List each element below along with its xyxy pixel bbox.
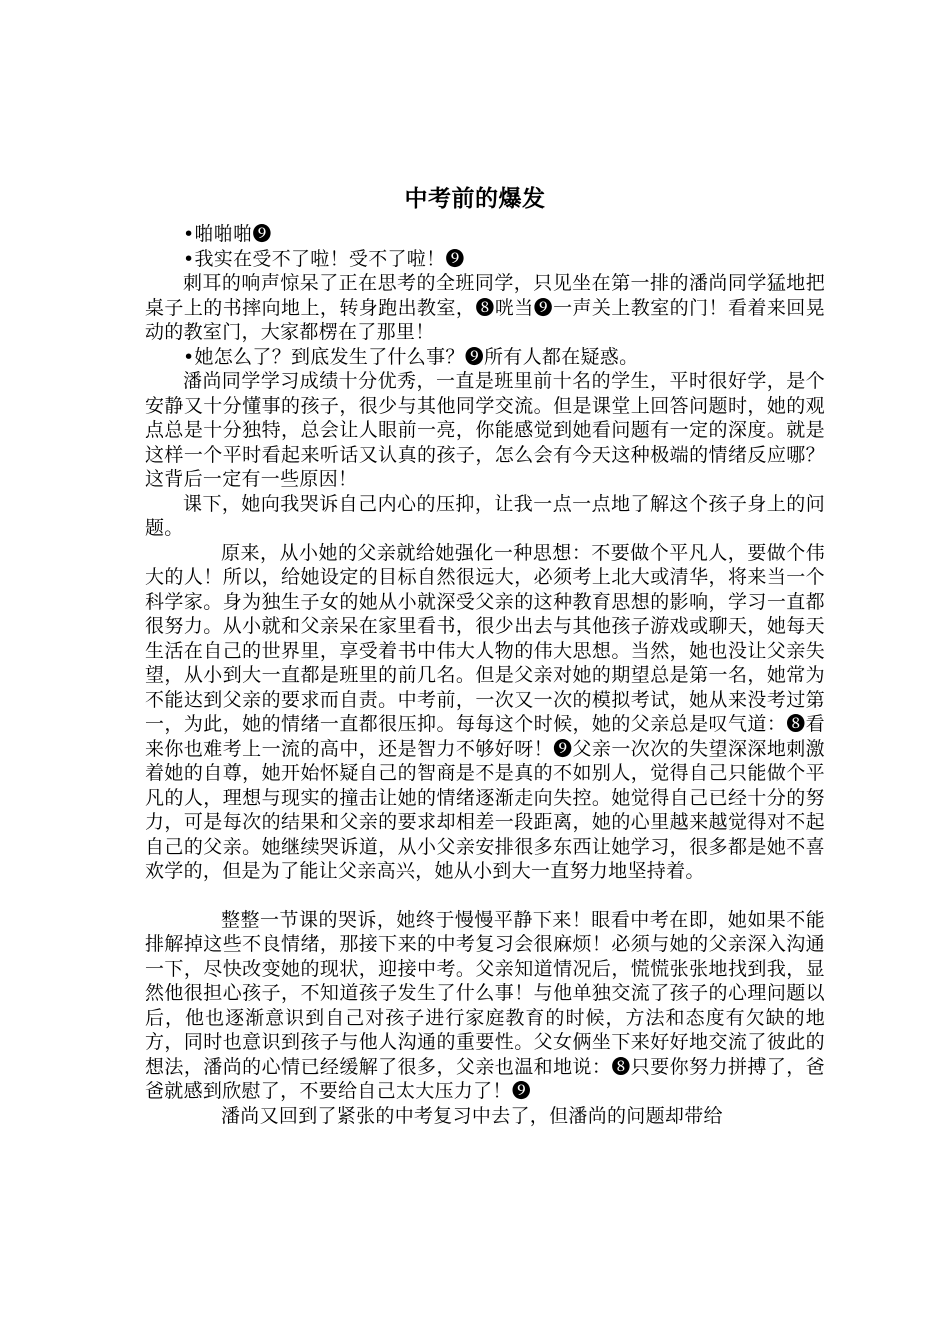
- paragraph: 潘尚又回到了紧张的中考复习中去了，但潘尚的问题却带给: [221, 1104, 723, 1127]
- blank-line: [145, 884, 825, 908]
- paragraph: 刺耳的响声惊呆了正在思考的全班同学，只见坐在第一排的潘尚同学猛地把桌子上的书摔向地上，转身跑出教室，❽咣当❾一声关上教室的门！看着来回晃动的教室门，大家都楞在了那里！: [145, 272, 825, 343]
- paragraph: •她怎么了？到底发生了什么事？❾所有人都在疑惑。: [183, 345, 639, 368]
- document-body: [145, 222, 825, 1128]
- paragraph: 原来，从小她的父亲就给她强化一种思想：不要做个平凡人，要做个伟大的人！所以，给她设定的目标自然很远大，必须考上北大或清华，将来当一个科学家。身为独生子女的她从小就深受父亲的这种教育思想的影响，学习一直都很努力。从小就和父亲呆在家里看书，很少出去与其他孩子游戏或聊天，她每天生活在自己的世界里，享受着书中伟大人物的伟大思想。当然，她也没让父亲失望，从小到大一直都是班里的前几名。但是父亲对她的期望总是第一名，她常为不能达到父亲的要求而自责。中考前，一次又一次的模拟考试，她从来没考过第一，为此，她的情绪一直都很压抑。每每这个时候，她的父亲总是叹气道：❽看来你也难考上一流的高中，还是智力不够好呀！❾父亲一次次的失望深深地刺激着她的自尊，她开始怀疑自己的智商是不是真的不如别人，觉得自己只能做个平凡的人，理想与现实的撞击让她的情绪逐渐走向失控。她觉得自己已经十分的努力，可是每次的结果和父亲的要求却相差一段距离，她的心里越来越觉得对不起自己的父亲。她继续哭诉道，从小父亲安排很多东西让她学习，很多都是她不喜欢学的，但是为了能让父亲高兴，她从小到大一直努力地坚持着。: [145, 541, 825, 882]
- paragraph: 潘尚同学学习成绩十分优秀，一直是班里前十名的学生，平时很好学，是个安静又十分懂事的孩子，很少与其他同学交流。但是课堂上回答问题时，她的观点总是十分独特，总会让人眼前一亮，你能感觉到她看问题有一定的深度。就是这样一个平时看起来听话又认真的孩子，怎么会有今天这种极端的情绪反应哪？这背后一定有一些原因！: [145, 370, 825, 490]
- paragraph: 课下，她向我哭诉自己内心的压抑，让我一点一点地了解这个孩子身上的问题。: [145, 492, 825, 539]
- paragraph: 整整一节课的哭诉，她终于慢慢平静下来！眼看中考在即，她如果不能排解掉这些不良情绪，那接下来的中考复习会很麻烦！必须与她的父亲深入沟通一下，尽快改变她的现状，迎接中考。父亲知道情况后，慌慌张张地找到我，显然他很担心孩子，不知道孩子发生了什么事！与他单独交流了孩子的心理问题以后，他也逐渐意识到自己对孩子进行家庭教育的时候，方法和态度有欠缺的地方，同时也意识到孩子与他人沟通的重要性。父女俩坐下来好好地交流了彼此的想法，潘尚的心情已经缓解了很多，父亲也温和地说：❽只要你努力拼搏了，爸爸就感到欣慰了，不要给自己太大压力了！❾: [145, 908, 825, 1102]
- paragraph: •我实在受不了啦！受不了啦！❾: [183, 247, 465, 270]
- document-title: 中考前的爆发: [404, 185, 546, 212]
- paragraph: •啪啪啪❾: [183, 223, 272, 245]
